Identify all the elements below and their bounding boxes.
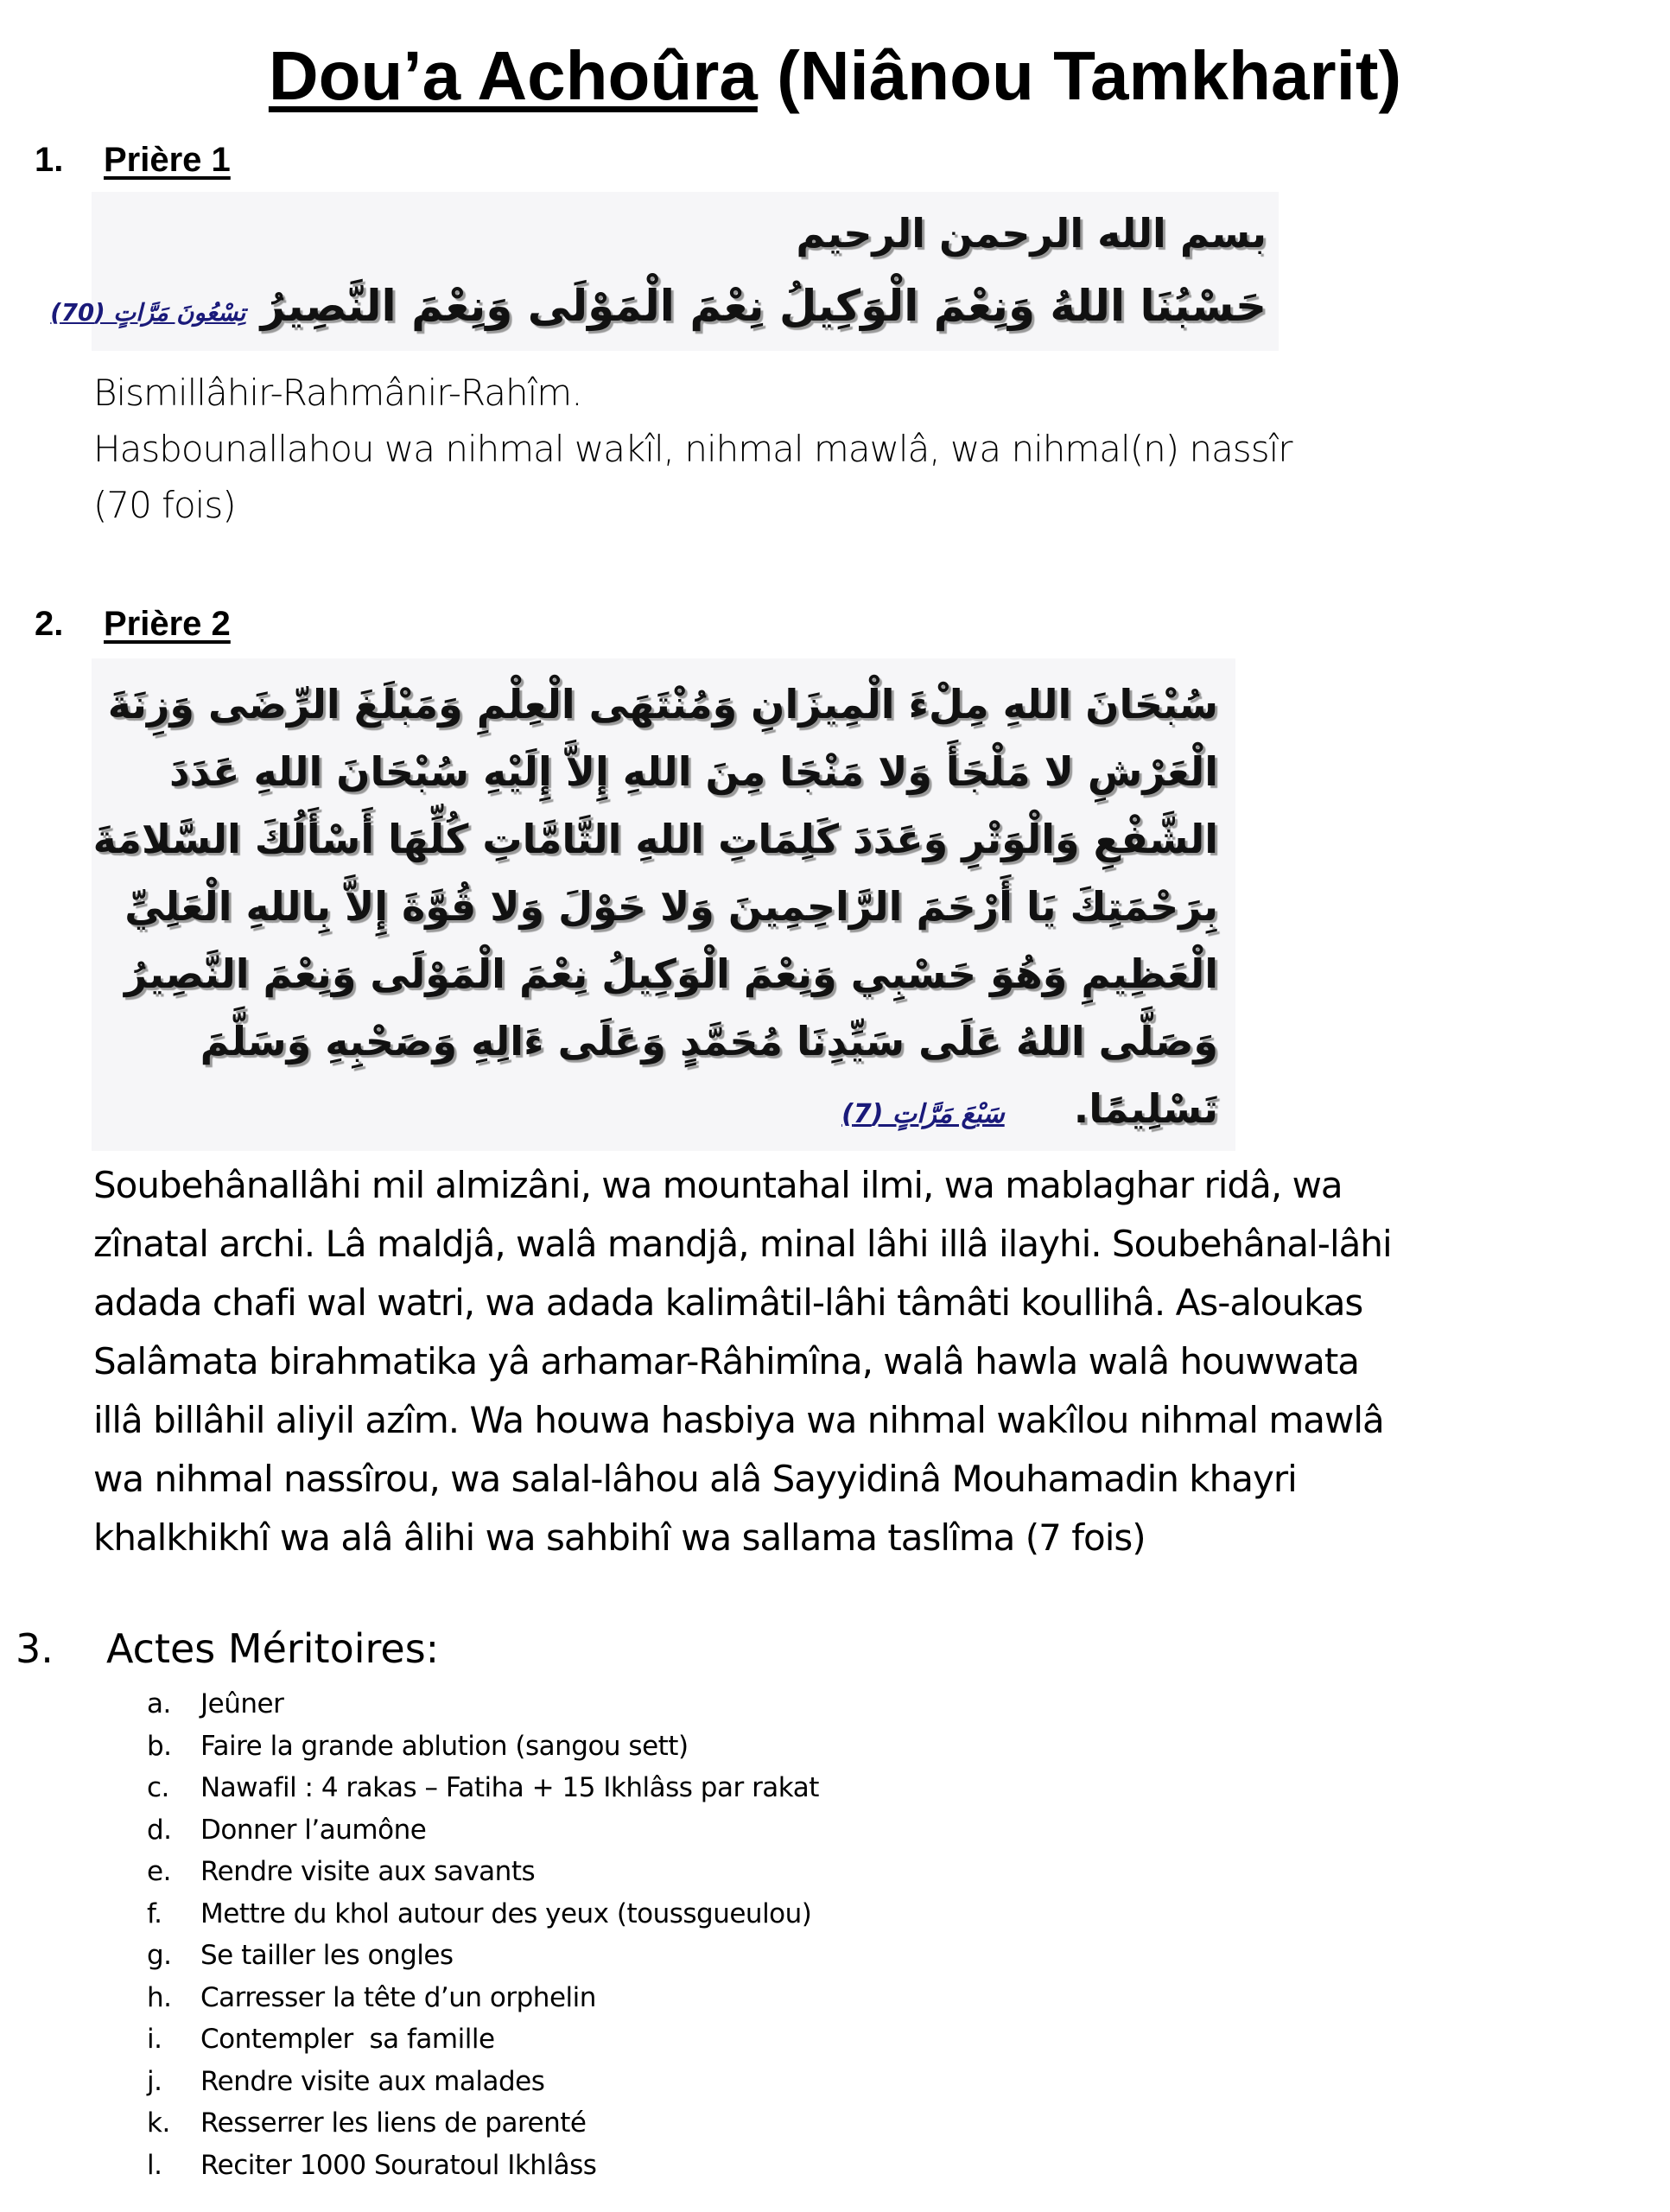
list-marker: i.: [147, 2024, 162, 2055]
section-number: 3.: [16, 1625, 54, 1672]
list-item-text: Nawafil : 4 rakas – Fatiha + 15 Ikhlâss par rakat: [200, 1772, 819, 1803]
arabic-text: تَسْلِيمًا.: [1073, 1085, 1218, 1132]
arabic-line: بِرَحْمَتِكَ يَا أَرْحَمَ الرَّاحِمِينَ وَلا حَوْلَ وَلا قُوَّةَ إِلاَّ بِاللهِ الْعَلِيِّ: [124, 883, 1218, 930]
list-item-text: Faire la grande ablution (sangou sett): [200, 1730, 689, 1762]
list-item-text: Rendre visite aux savants: [200, 1856, 536, 1887]
title-underlined: Dou’a Achoûra: [268, 37, 758, 114]
arabic-line: الشَّفْعِ وَالْوَتْرِ وَعَدَدَ كَلِمَاتِ اللهِ التَّامَّاتِ كُلِّهَا أَسْأَلُكَ السَّلامَةَ: [92, 816, 1218, 862]
paragraph-line: Salâmata birahmatika yâ arhamar-Râhimîna, walâ hawla walâ houwwata: [93, 1340, 1360, 1382]
list-marker: j.: [147, 2065, 162, 2097]
arabic-line: الْعَرْشِ لا مَلْجَأَ وَلا مَنْجَا مِنَ اللهِ إِلاَّ إِلَيْهِ سُبْحَانَ اللهِ عَدَدَ: [168, 748, 1218, 795]
list-item-text: Carresser la tête d’un orphelin: [200, 1981, 596, 2013]
title-rest: (Niânou Tamkharit): [757, 37, 1402, 114]
arabic-repetition-count: تِسْعُونَ مَرَّاتٍ (70): [50, 299, 246, 327]
transliteration-line: Hasbounallahou wa nihmal wakîl, nihmal mawlâ, wa nihmal(n) nassîr: [93, 428, 1292, 470]
section-2-heading: [35, 602, 231, 645]
list-marker: g.: [147, 1940, 172, 1971]
arabic-line: [109, 1075, 1218, 1148]
list-marker: f.: [147, 1897, 162, 1929]
arabic-line: بسم الله الرحمن الرحيم: [796, 210, 1267, 257]
list-item-text: Contempler sa famille: [200, 2024, 495, 2055]
paragraph-line: wa nihmal nassîrou, wa salal-lâhou alâ Sayyidinâ Mouhamadin khayri: [93, 1458, 1297, 1500]
arabic-repetition-count: سَبْعَ مَرَّاتٍ (7): [841, 1099, 1005, 1129]
arabic-line: الْعَظِيمِ وَهُوَ حَسْبِي وَنِعْمَ الْوَكِيلُ نِعْمَ الْمَوْلَى وَنِعْمَ النَّصِيرُ: [124, 950, 1218, 997]
list-item-text: Resserrer les liens de parenté: [200, 2107, 587, 2139]
list-item-text: Mettre du khol autour des yeux (toussgueulou): [200, 1897, 812, 1929]
list-marker: d.: [147, 1814, 172, 1846]
paragraph-line: khalkhikhî wa alâ âlihi wa sahbihî wa sallama taslîma (7 fois): [93, 1516, 1146, 1559]
section-1-heading: [35, 138, 231, 181]
list-marker: e.: [147, 1856, 171, 1887]
list-marker: b.: [147, 1730, 172, 1762]
paragraph-line: Soubehânallâhi mil almizâni, wa mountahal ilmi, wa mablaghar ridâ, wa: [93, 1164, 1343, 1206]
section-label: Actes Méritoires:: [106, 1625, 440, 1672]
list-marker: c.: [147, 1772, 169, 1803]
document-title: [0, 33, 1670, 119]
list-item-text: Donner l’aumône: [200, 1814, 427, 1846]
transliteration-paragraph: [93, 1156, 1392, 1567]
meritorious-acts-list: [147, 1683, 1097, 2202]
paragraph-line: illâ billâhil aliyil azîm. Wa houwa hasbiya wa nihmal wakîlou nihmal mawlâ: [93, 1399, 1384, 1441]
list-marker: h.: [147, 1981, 172, 2013]
section-number: 2.: [35, 605, 64, 643]
section-3-heading: [16, 1624, 707, 1673]
list-item-text: Rendre visite aux malades: [200, 2065, 545, 2097]
paragraph-line: zînatal archi. Lâ maldjâ, walâ mandjâ, minal lâhi illâ ilayhi. Soubehânal-lâhi: [93, 1223, 1392, 1265]
list-item-text: Se tailler les ongles: [200, 1940, 454, 1971]
paragraph-line: adada chafi wal watri, wa adada kalimâtil-lâhi tâmâti koullihâ. As-aloukas: [93, 1281, 1363, 1324]
section-number: 1.: [35, 141, 64, 179]
arabic-line: وَصَلَّى اللهُ عَلَى سَيِّدِنَا مُحَمَّدٍ وَعَلَى ءَالِهِ وَصَحْبِهِ وَسَلَّمَ: [200, 1018, 1218, 1065]
arabic-line: سُبْحَانَ اللهِ مِلْءَ الْمِيزَانِ وَمُنْتَهَى الْعِلْمِ وَمَبْلَغَ الرِّضَى وَزِنَةَ: [107, 681, 1218, 728]
list-item-text: Reciter 1000 Souratoul Ikhlâss: [200, 2149, 597, 2181]
list-marker: l.: [147, 2149, 162, 2181]
section-label: Prière 2: [104, 605, 231, 643]
list-item-text: Jeûner: [200, 1688, 284, 1719]
list-marker: a.: [147, 1688, 171, 1719]
arabic-prayer-1-image: [50, 192, 1279, 351]
section-label: Prière 1: [104, 141, 231, 179]
transliteration-line: Bismillâhir-Rahmânir-Rahîm.: [93, 372, 582, 414]
arabic-prayer-2-image: [92, 658, 1235, 1151]
arabic-line: [50, 268, 1267, 351]
repetition-count: (70 fois): [93, 484, 236, 526]
arabic-text: حَسْبُنَا اللهُ وَنِعْمَ الْوَكِيلُ نِعْمَ الْمَوْلَى وَنِعْمَ النَّصِيرُ: [260, 281, 1267, 331]
list-marker: k.: [147, 2107, 170, 2139]
